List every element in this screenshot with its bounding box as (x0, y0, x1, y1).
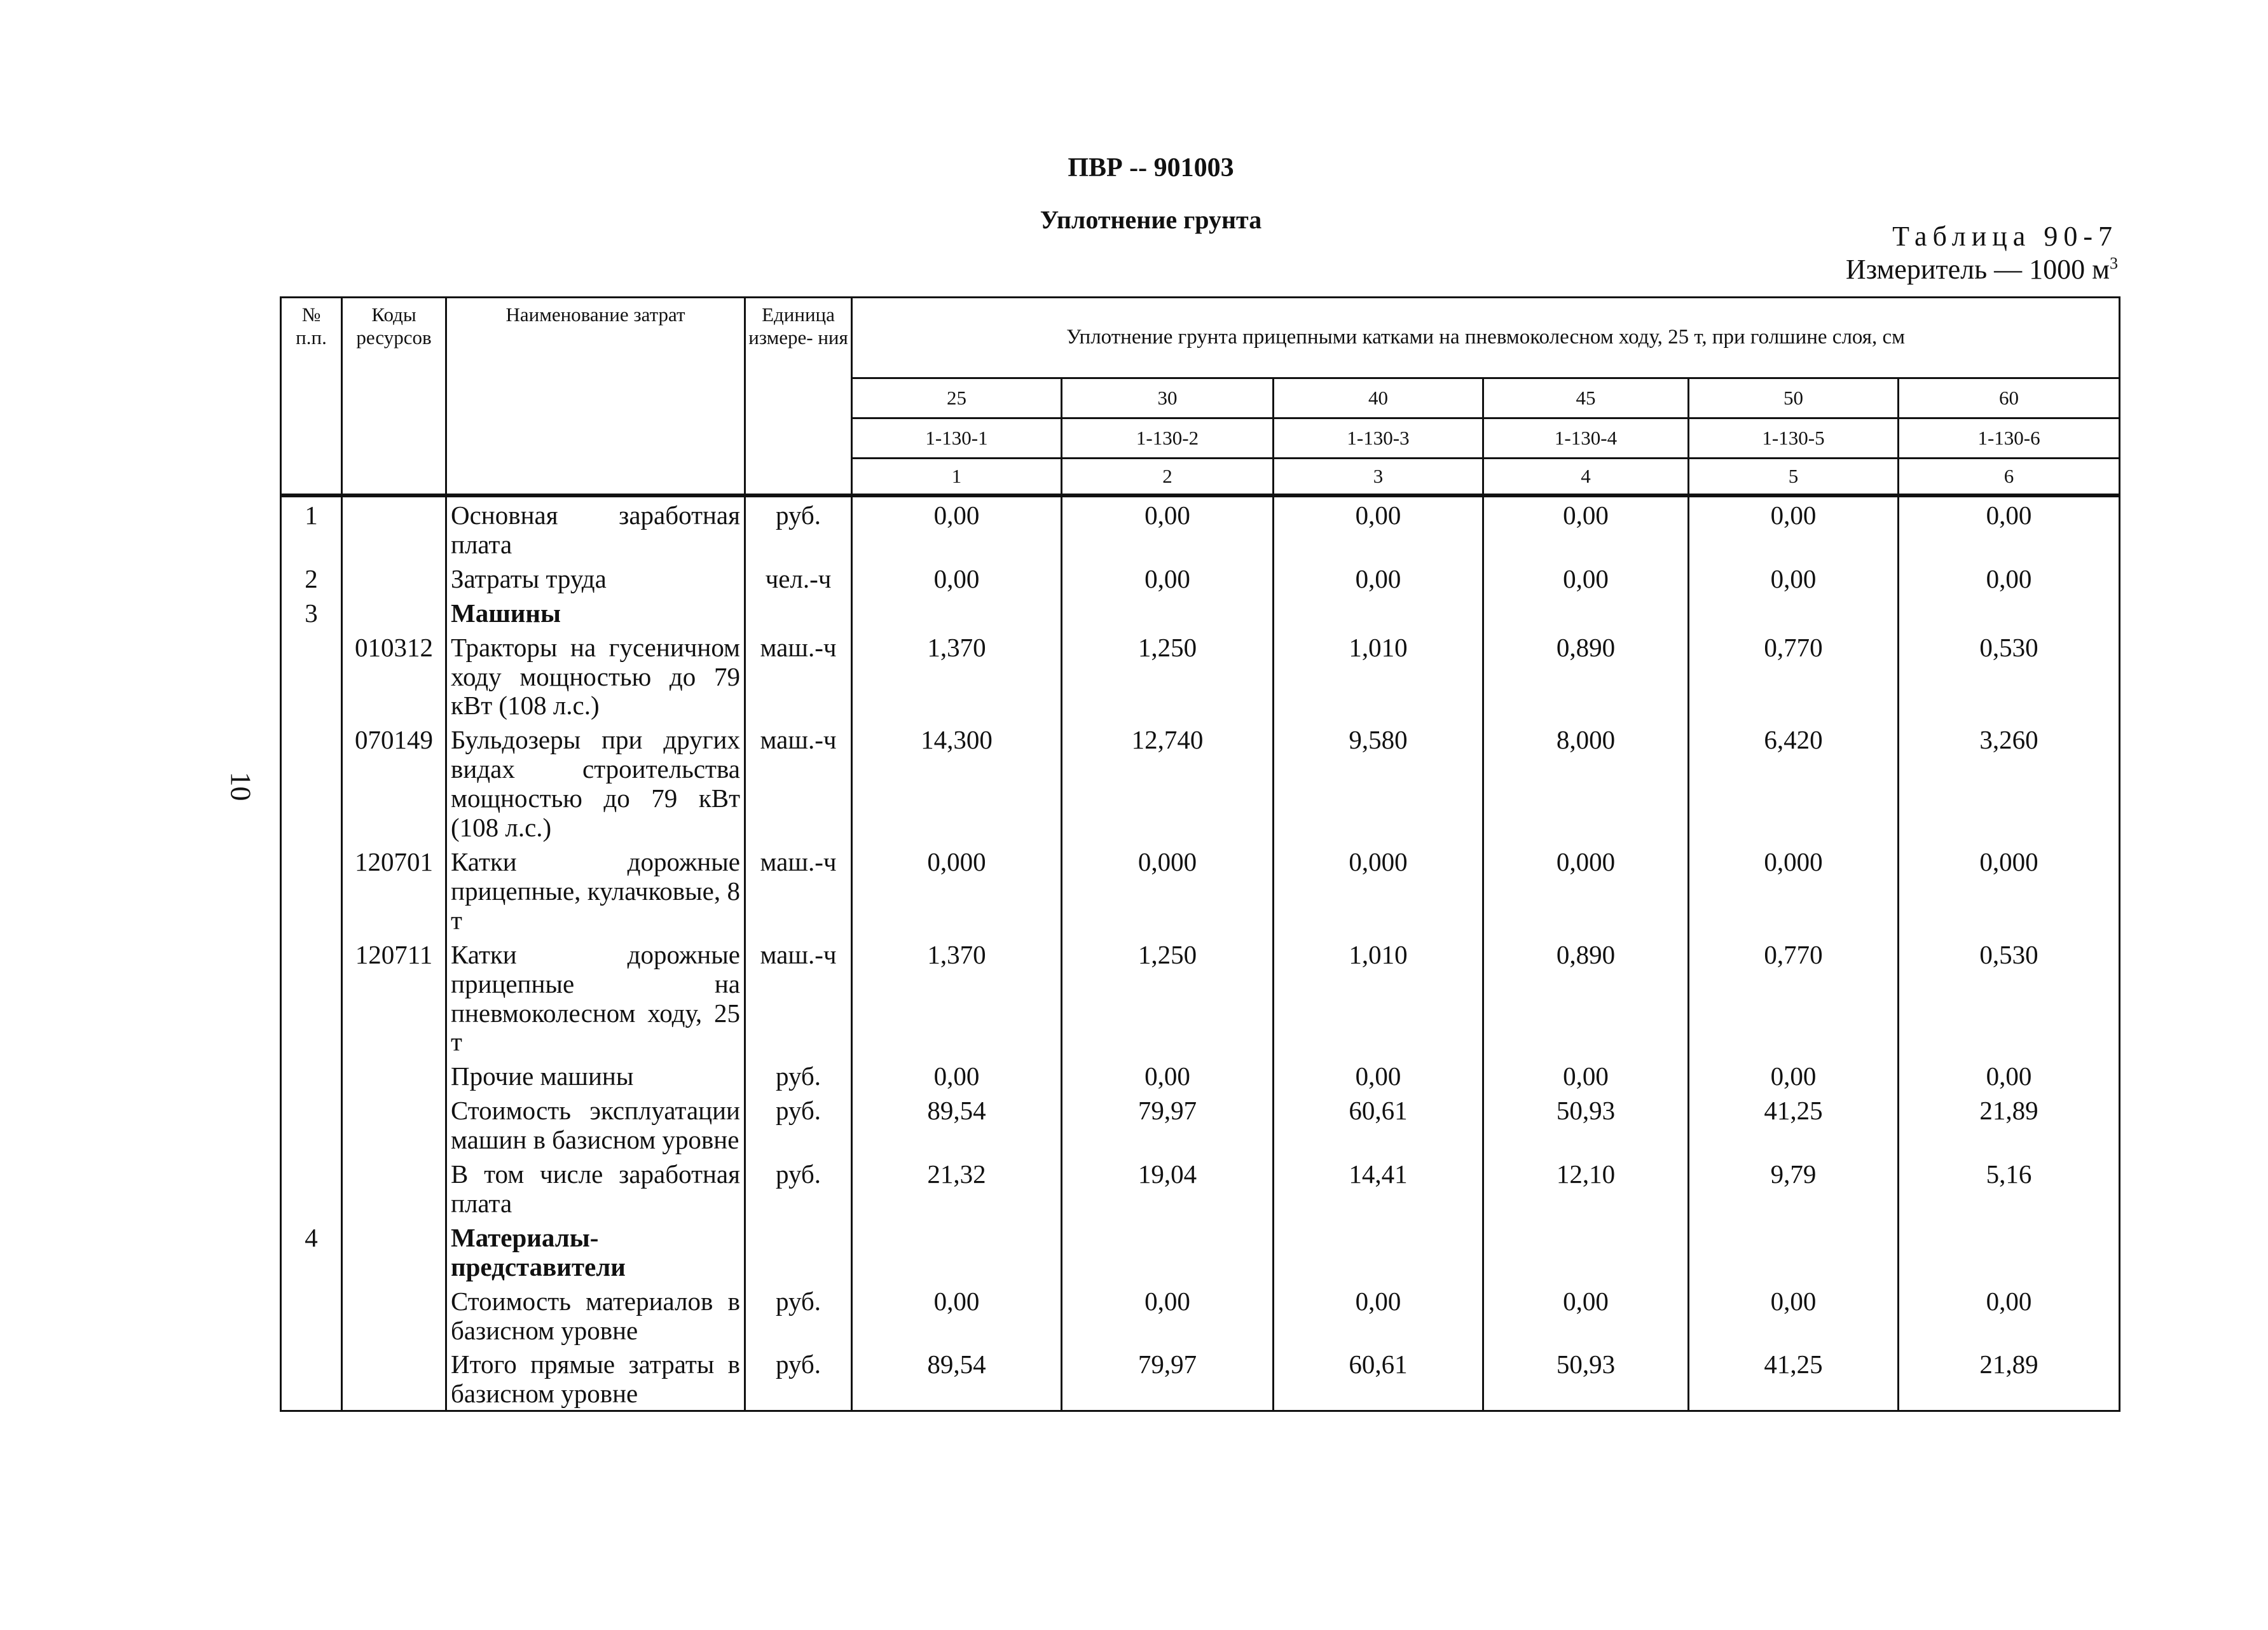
header-col-number: 5 (1689, 459, 1899, 496)
row-value: 0,00 (852, 561, 1062, 595)
row-num: 1 (281, 495, 342, 561)
header-col-number: 6 (1899, 459, 2120, 496)
row-unit: руб. (745, 1346, 852, 1411)
row-unit (745, 1220, 852, 1283)
row-resource-code (342, 1220, 446, 1283)
row-name: В том числе заработная плата (446, 1156, 745, 1220)
row-value: 0,00 (1899, 561, 2120, 595)
row-num (281, 722, 342, 844)
row-value: 21,32 (852, 1156, 1062, 1220)
row-unit: руб. (745, 1156, 852, 1220)
row-unit: руб. (745, 1283, 852, 1347)
row-name: Стоимость эксплуатации машин в базисном уровне (446, 1093, 745, 1156)
row-value: 14,300 (852, 722, 1062, 844)
row-unit (745, 595, 852, 630)
row-unit: руб. (745, 1058, 852, 1093)
row-value: 0,00 (852, 1283, 1062, 1347)
row-name: Стоимость материалов в базисном уровне (446, 1283, 745, 1347)
row-resource-code (342, 1346, 446, 1411)
table-row (281, 937, 2120, 1059)
header-codes: Коды ресурсов (342, 298, 446, 496)
row-value: 0,00 (1274, 495, 1483, 561)
header-col-number: 3 (1274, 459, 1483, 496)
table-row (281, 1058, 2120, 1093)
row-value: 1,250 (1062, 937, 1274, 1059)
row-value: 0,000 (1483, 844, 1689, 937)
table-row (281, 722, 2120, 844)
row-num (281, 937, 342, 1059)
row-num: 4 (281, 1220, 342, 1283)
header-thickness: 30 (1062, 378, 1274, 418)
header-col-number: 2 (1062, 459, 1274, 496)
row-resource-code (342, 1283, 446, 1347)
row-value: 41,25 (1689, 1093, 1899, 1156)
row-num (281, 844, 342, 937)
row-value: 14,41 (1274, 1156, 1483, 1220)
row-value: 0,00 (1483, 1058, 1689, 1093)
row-value: 41,25 (1689, 1346, 1899, 1411)
row-value: 6,420 (1689, 722, 1899, 844)
row-value: 0,000 (1689, 844, 1899, 937)
row-resource-code (342, 495, 446, 561)
row-value: 79,97 (1062, 1346, 1274, 1411)
page-number: 10 (224, 771, 258, 801)
row-resource-code (342, 595, 446, 630)
row-resource-code: 010312 (342, 630, 446, 722)
row-value (1483, 595, 1689, 630)
row-num (281, 1058, 342, 1093)
row-value: 0,770 (1689, 630, 1899, 722)
table-row (281, 844, 2120, 937)
row-value: 0,00 (1483, 561, 1689, 595)
row-value (852, 595, 1062, 630)
row-unit: маш.-ч (745, 630, 852, 722)
header-thickness: 40 (1274, 378, 1483, 418)
row-value: 1,370 (852, 630, 1062, 722)
row-value (1062, 595, 1274, 630)
row-value: 0,000 (1062, 844, 1274, 937)
row-value: 0,530 (1899, 937, 2120, 1059)
header-norm-code: 1-130-1 (852, 418, 1062, 459)
row-resource-code (342, 561, 446, 595)
row-value: 0,00 (1899, 1058, 2120, 1093)
row-value: 0,000 (852, 844, 1062, 937)
row-value: 0,00 (1062, 1283, 1274, 1347)
document-title: Уплотнение грунта (1040, 205, 1262, 234)
row-num (281, 1156, 342, 1220)
row-name: Бульдозеры при других видах строительства мощностью до 79 кВт (108 л.с.) (446, 722, 745, 844)
row-name: Основная заработная плата (446, 495, 745, 561)
row-value: 0,00 (1899, 495, 2120, 561)
row-num (281, 630, 342, 722)
row-value: 9,79 (1689, 1156, 1899, 1220)
row-value: 19,04 (1062, 1156, 1274, 1220)
header-group: Уплотнение грунта прицепными катками на пневмоколесном ходу, 25 т, при голшине слоя, см (852, 298, 2120, 378)
header-thickness: 60 (1899, 378, 2120, 418)
row-value (1689, 595, 1899, 630)
row-value: 1,010 (1274, 937, 1483, 1059)
header-norm-code: 1-130-5 (1689, 418, 1899, 459)
row-num (281, 1093, 342, 1156)
header-unit: Единица измере- ния (745, 298, 852, 496)
row-resource-code (342, 1093, 446, 1156)
row-value: 0,000 (1899, 844, 2120, 937)
row-value: 1,250 (1062, 630, 1274, 722)
row-unit: маш.-ч (745, 722, 852, 844)
row-unit: руб. (745, 495, 852, 561)
row-value (1274, 595, 1483, 630)
row-unit: чел.-ч (745, 561, 852, 595)
row-value: 0,890 (1483, 937, 1689, 1059)
row-value: 1,010 (1274, 630, 1483, 722)
row-name: Материалы-представители (446, 1220, 745, 1283)
row-num (281, 1283, 342, 1347)
row-resource-code: 070149 (342, 722, 446, 844)
row-value: 21,89 (1899, 1093, 2120, 1156)
row-value: 0,00 (852, 495, 1062, 561)
row-value: 0,770 (1689, 937, 1899, 1059)
table-row (281, 1093, 2120, 1156)
row-value: 12,740 (1062, 722, 1274, 844)
header-col-number: 4 (1483, 459, 1689, 496)
row-value (1483, 1220, 1689, 1283)
row-value: 0,000 (1274, 844, 1483, 937)
header-num: № п.п. (281, 298, 342, 496)
row-value: 60,61 (1274, 1093, 1483, 1156)
row-resource-code (342, 1058, 446, 1093)
table-row (281, 1220, 2120, 1283)
row-value: 0,00 (1062, 561, 1274, 595)
row-value (1274, 1220, 1483, 1283)
row-resource-code (342, 1156, 446, 1220)
row-value (1062, 1220, 1274, 1283)
header-norm-code: 1-130-6 (1899, 418, 2120, 459)
row-resource-code: 120711 (342, 937, 446, 1059)
header-thickness: 50 (1689, 378, 1899, 418)
row-value: 0,00 (1689, 1283, 1899, 1347)
measure-unit (1846, 253, 2118, 286)
row-value: 89,54 (852, 1093, 1062, 1156)
table-label: Таблица 90-7 (1892, 221, 2118, 252)
row-value: 9,580 (1274, 722, 1483, 844)
row-value: 0,00 (1062, 495, 1274, 561)
row-value: 0,00 (1689, 561, 1899, 595)
row-num: 3 (281, 595, 342, 630)
document-code: ПВР -- 901003 (1068, 153, 1234, 183)
row-value: 0,00 (1274, 561, 1483, 595)
table-row (281, 1283, 2120, 1347)
row-value: 0,00 (1899, 1283, 2120, 1347)
table-row (281, 630, 2120, 722)
header-norm-code: 1-130-4 (1483, 418, 1689, 459)
row-value: 8,000 (1483, 722, 1689, 844)
row-value: 12,10 (1483, 1156, 1689, 1220)
table-row (281, 495, 2120, 561)
measure-unit-text: Измеритель — 1000 м (1845, 254, 2110, 285)
row-value: 0,530 (1899, 630, 2120, 722)
row-num: 2 (281, 561, 342, 595)
row-value: 0,890 (1483, 630, 1689, 722)
row-value: 50,93 (1483, 1093, 1689, 1156)
row-value: 0,00 (1483, 1283, 1689, 1347)
row-value: 0,00 (1689, 495, 1899, 561)
row-value (1899, 1220, 2120, 1283)
header-norm-code: 1-130-2 (1062, 418, 1274, 459)
row-name: Катки дорожные прицепные на пневмоколесном ходу, 25 т (446, 937, 745, 1059)
row-value (1689, 1220, 1899, 1283)
cost-table (280, 296, 2120, 1412)
header-thickness: 45 (1483, 378, 1689, 418)
row-name: Машины (446, 595, 745, 630)
header-thickness: 25 (852, 378, 1062, 418)
row-value: 1,370 (852, 937, 1062, 1059)
row-value: 0,00 (1274, 1283, 1483, 1347)
table-row (281, 1346, 2120, 1411)
row-unit: маш.-ч (745, 844, 852, 937)
row-value: 5,16 (1899, 1156, 2120, 1220)
row-name: Прочие машины (446, 1058, 745, 1093)
row-value: 0,00 (1483, 495, 1689, 561)
row-unit: руб. (745, 1093, 852, 1156)
table-row (281, 595, 2120, 630)
row-value: 79,97 (1062, 1093, 1274, 1156)
measure-unit-superscript: 3 (2110, 254, 2118, 273)
row-value: 0,00 (1274, 1058, 1483, 1093)
row-name: Затраты труда (446, 561, 745, 595)
table-row (281, 1156, 2120, 1220)
row-value: 60,61 (1274, 1346, 1483, 1411)
header-col-number: 1 (852, 459, 1062, 496)
row-name: Итого прямые затраты в базисном уровне (446, 1346, 745, 1411)
row-value (1899, 595, 2120, 630)
row-num (281, 1346, 342, 1411)
table-row (281, 561, 2120, 595)
row-value (852, 1220, 1062, 1283)
row-name: Катки дорожные прицепные, кулачковые, 8 т (446, 844, 745, 937)
table-body (281, 495, 2120, 1411)
row-name: Тракторы на гусеничном ходу мощностью до 79 кВт (108 л.с.) (446, 630, 745, 722)
row-value: 0,00 (1689, 1058, 1899, 1093)
row-unit: маш.-ч (745, 937, 852, 1059)
row-resource-code: 120701 (342, 844, 446, 937)
row-value: 21,89 (1899, 1346, 2120, 1411)
row-value: 3,260 (1899, 722, 2120, 844)
header-norm-code: 1-130-3 (1274, 418, 1483, 459)
row-value: 50,93 (1483, 1346, 1689, 1411)
row-value: 89,54 (852, 1346, 1062, 1411)
header-name: Наименование затрат (446, 298, 745, 496)
row-value: 0,00 (852, 1058, 1062, 1093)
row-value: 0,00 (1062, 1058, 1274, 1093)
